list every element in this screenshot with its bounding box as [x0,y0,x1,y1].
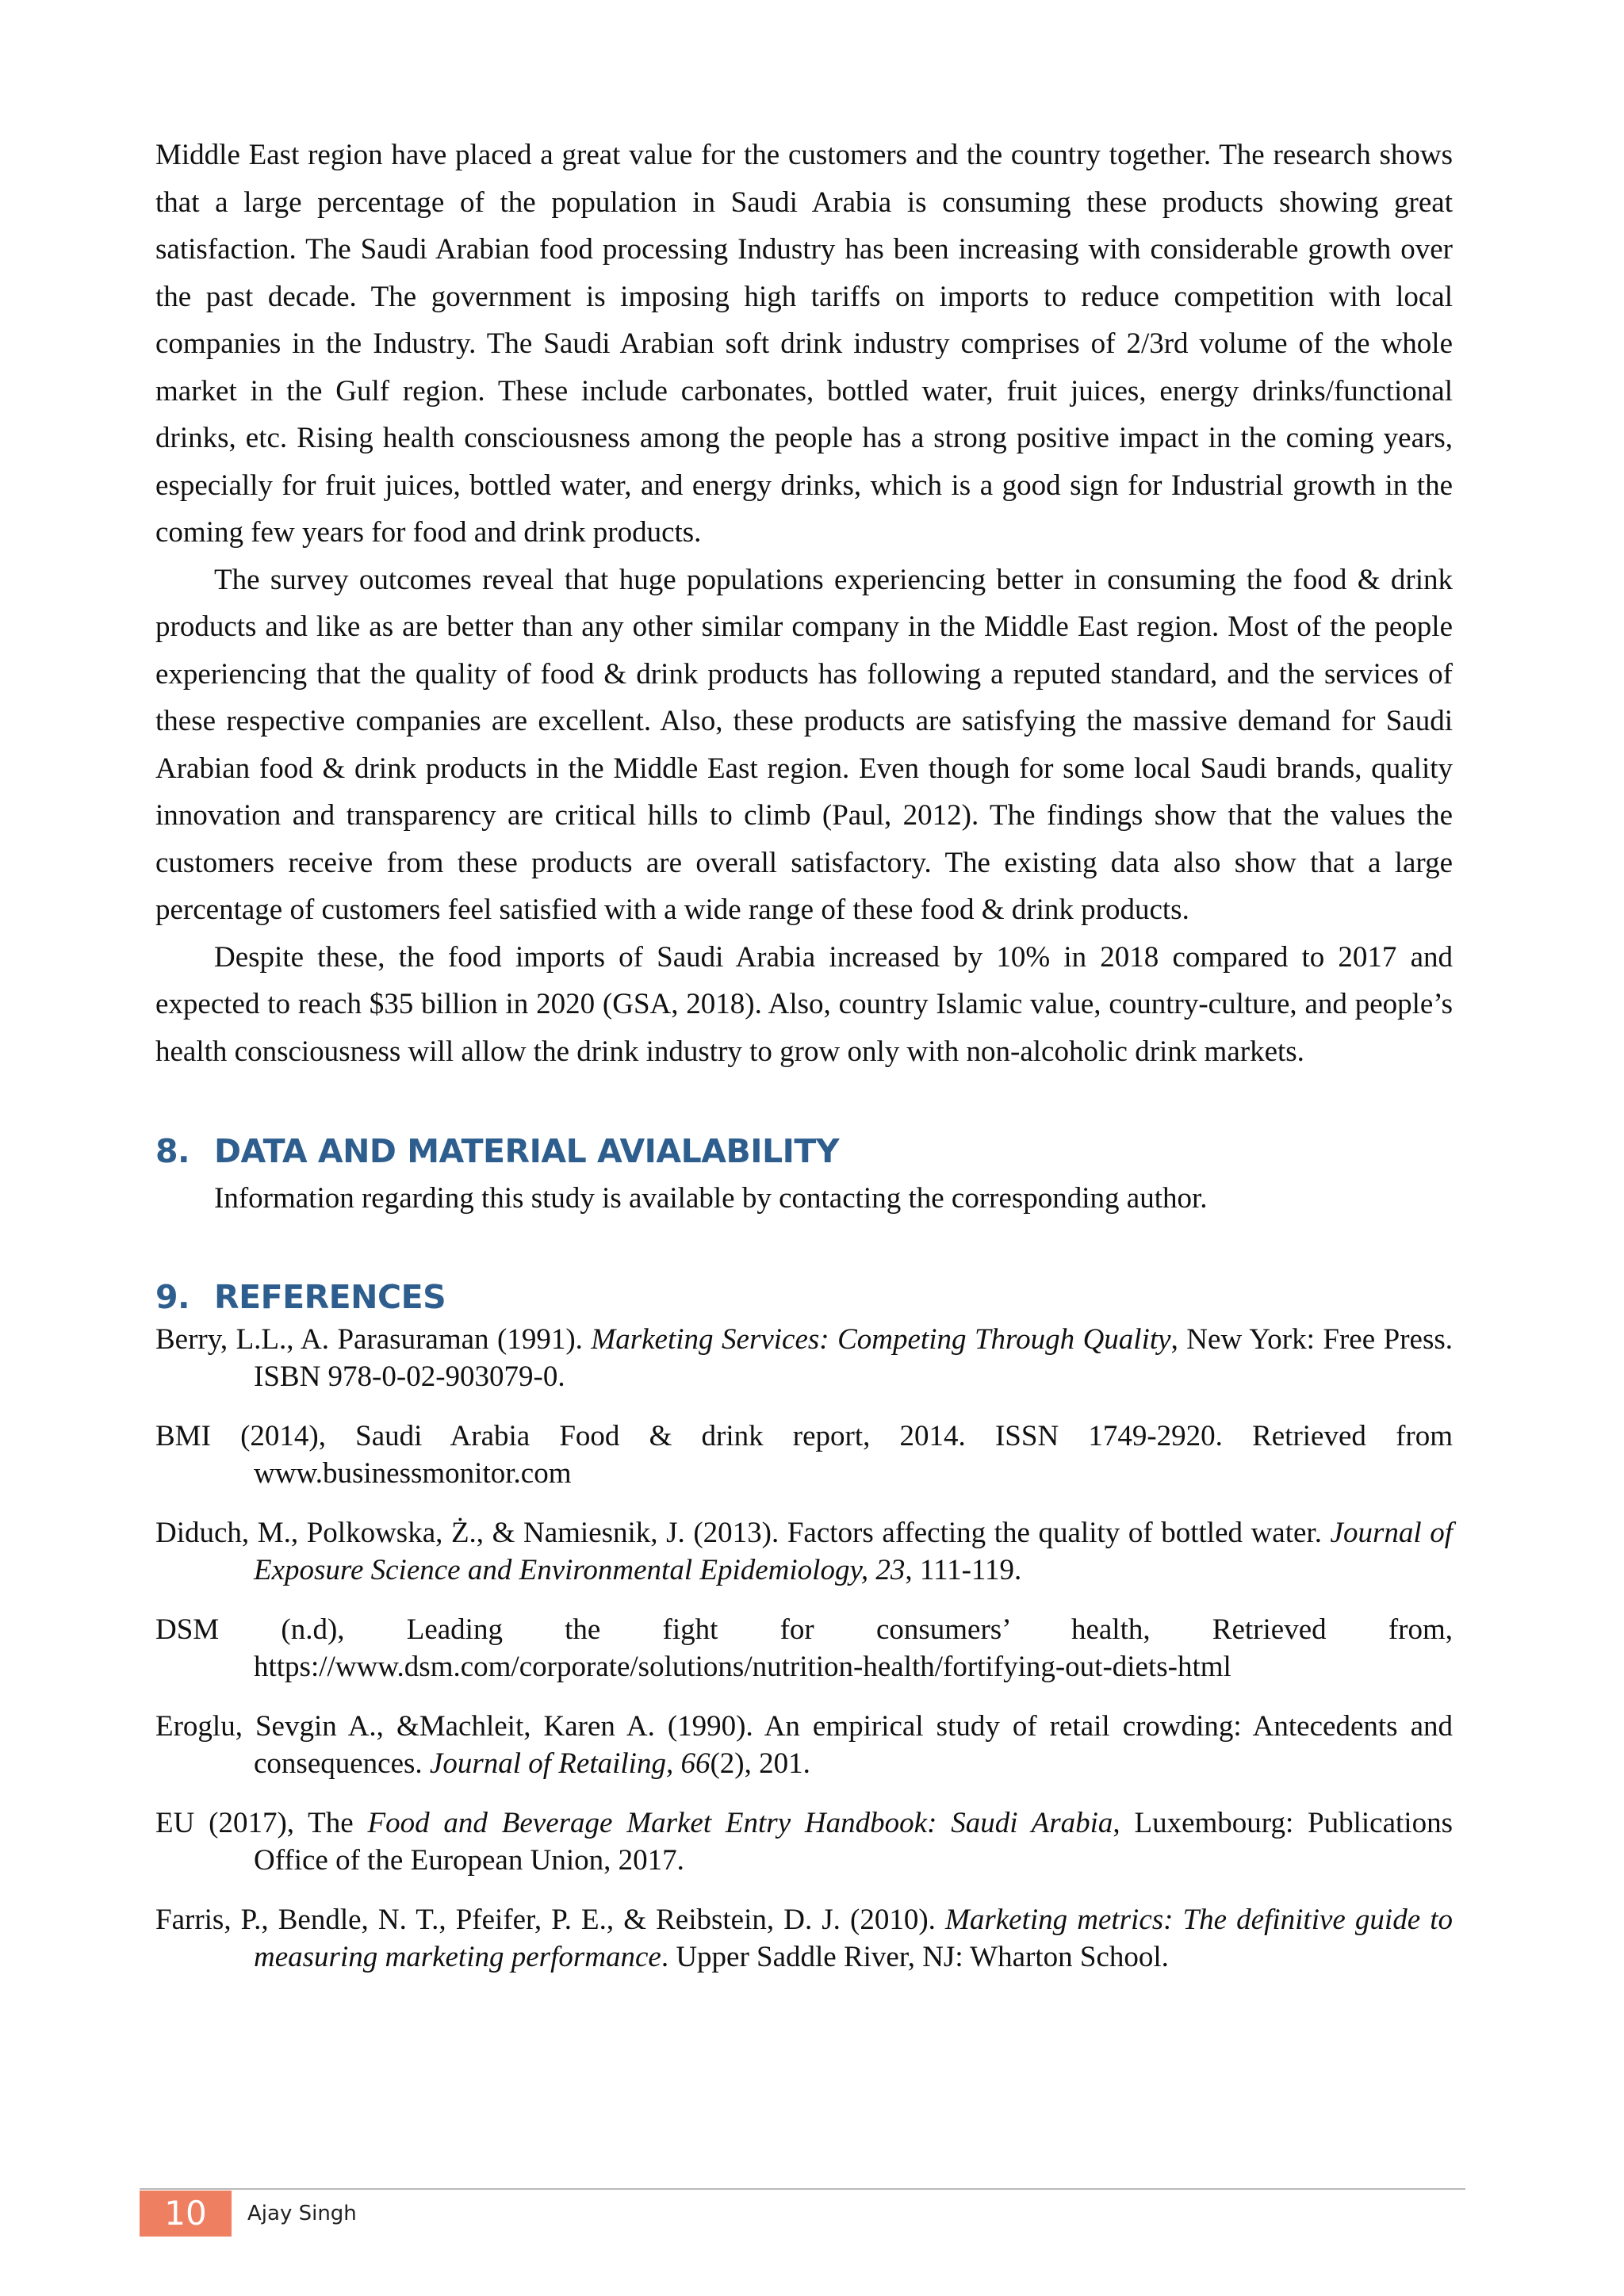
footer-divider [140,2188,1465,2190]
reference-item: EU (2017), The Food and Beverage Market Entry Handbook: Saudi Arabia, Luxembourg: Publications Office of the European Union, 2017. [155,1807,1453,1877]
section-number: 9. [155,1278,190,1316]
page-content [155,132,1453,1998]
section-heading-references [155,1273,1453,1321]
availability-text: Information regarding this study is available by contacting the corresponding author. [214,1182,1208,1215]
section-heading-availability [155,1127,1453,1175]
page-number-badge: 10 [140,2191,232,2237]
section-title: REFERENCES [214,1278,446,1316]
reference-list [155,1321,1453,1976]
reference-item: Eroglu, Sevgin A., &Machleit, Karen A. (1990). An empirical study of retail crowding: Antecedents and consequences. Journal of Retailing, 66(2), 201. [155,1710,1453,1780]
section-number: 8. [155,1132,190,1170]
body-paragraph-2: The survey outcomes reveal that huge populations experiencing better in consuming the food & drink products and like as are better than any other similar company in the Middle East region. Most of the people experiencing that the quality of food & drink products has following a reputed standard, and the services of these respective companies are excellent. Also, these products are satisfying the massive demand for Saudi Arabian food & drink products in the Middle East region. Even though for some local Saudi brands, quality innovation and transparency are critical hills to climb (Paul, 2012). The findings show that the values the customers receive from these products are overall satisfactory. The existing data also show that a large percentage of customers feel satisfied with a wide range of these food & drink products. [155,563,1453,926]
reference-item: Farris, P., Bendle, N. T., Pfeifer, P. E., & Reibstein, D. J. (2010). Marketing metrics: The definitive guide to measuring marketing performance. Upper Saddle River, NJ: Wharton School. [155,1904,1453,1973]
reference-item: BMI (2014), Saudi Arabia Food & drink report, 2014. ISSN 1749-2920. Retrieved from www.businessmonitor.com [155,1420,1453,1490]
reference-item: Berry, L.L., A. Parasuraman (1991). Marketing Services: Competing Through Quality, New York: Free Press. ISBN 978-0-02-903079-0. [155,1323,1453,1393]
reference-item: Diduch, M., Polkowska, Ż., & Namiesnik, J. (2013). Factors affecting the quality of bottled water. Journal of Exposure Science and Environmental Epidemiology, 23, 111-119. [155,1517,1453,1586]
section-title: DATA AND MATERIAL AVIALABILITY [214,1132,840,1170]
footer-author: Ajay Singh [247,2202,357,2225]
reference-item: DSM (n.d), Leading the fight for consumers’ health, Retrieved from, https://www.dsm.com/corporate/solutions/nutrition-health/fortifying-out-diets-html [155,1613,1453,1683]
body-paragraph-1: Middle East region have placed a great value for the customers and the country together. The research shows that a large percentage of the population in Saudi Arabia is consuming these products showing great satisfaction. The Saudi Arabian food processing Industry has been increasing with considerable growth over the past decade. The government is imposing high tariffs on imports to reduce competition with local companies in the Industry. The Saudi Arabian soft drink industry comprises of 2/3rd volume of the whole market in the Gulf region. These include carbonates, bottled water, fruit juices, energy drinks/functional drinks, etc. Rising health consciousness among the people has a strong positive impact in the coming years, especially for fruit juices, bottled water, and energy drinks, which is a good sign for Industrial growth in the coming few years for food and drink products. [155,139,1453,549]
body-paragraph-3: Despite these, the food imports of Saudi Arabia increased by 10% in 2018 compared to 2017 and expected to reach $35 billion in 2020 (GSA, 2018). Also, country Islamic value, country-culture, and people’s health consciousness will allow the drink industry to grow only with non-alcoholic drink markets. [155,940,1453,1068]
